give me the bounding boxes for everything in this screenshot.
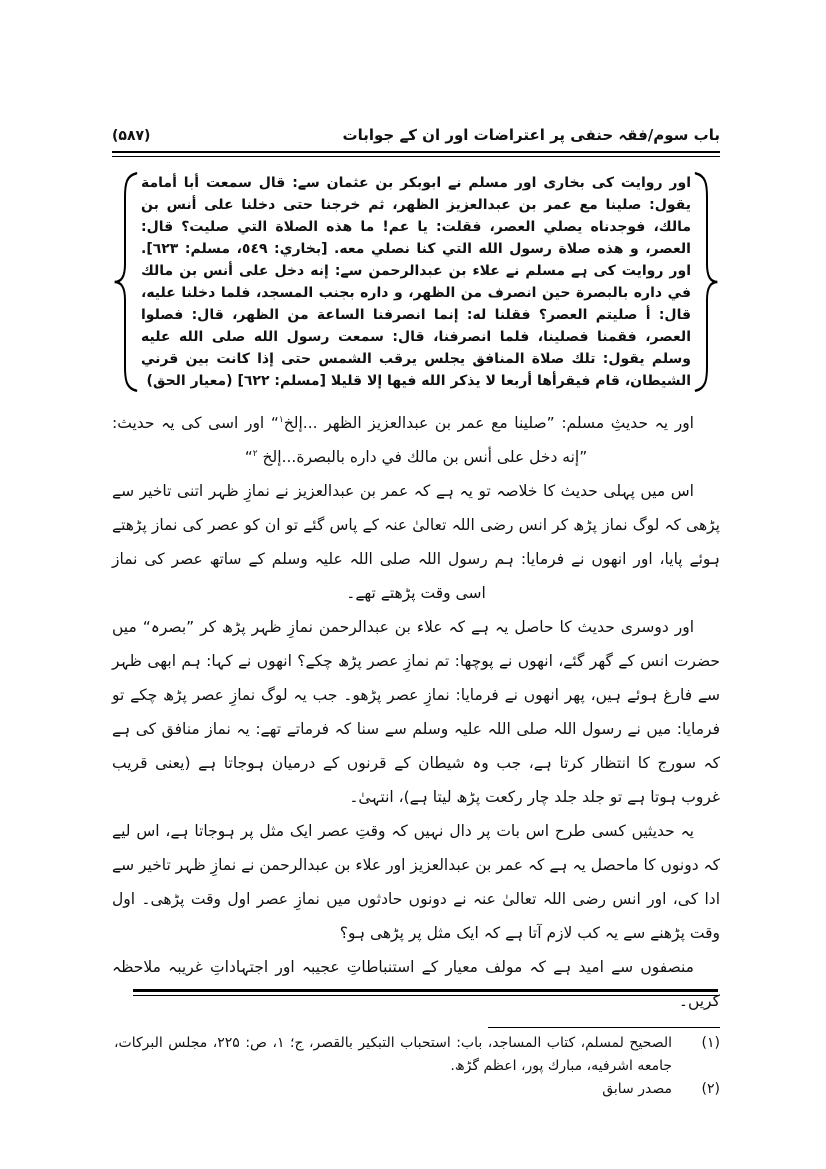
closing-quote: “ [244, 448, 253, 466]
footnote-item-2 [112, 1078, 720, 1101]
footnote-number: (۱) [701, 1035, 720, 1051]
page-header [112, 126, 720, 144]
header-divider [112, 151, 720, 157]
footnote-text: الصحيح لمسلم، كتاب المساجد، باب: استحباب التبكير بالقصر، ج؛ ۱، ص: ۲۲۵، مجلس البركات، جامعه اشرفيه، مبارك پور، اعظم گڑھ. [114, 1035, 673, 1074]
page-content [112, 126, 720, 1101]
paragraph-conclusion: یہ حدیثیں کسی طرح اس بات پر دال نہیں کہ وقتِ عصر ایک مثل پر ہوجاتا ہے، اس لیے کہ دونوں کا ماحصل یہ ہے کہ عمر بن عبدالعزیز اور علاء بن عبدالرحمن نے نمازِ ظہر تاخیر سے ادا کی، اور انس رضی اللہ تعالیٰ عنہ نے دونوں حادثوں میں نمازِ عصر اول وقت پڑھی۔ اول وقت پڑھنے سے یہ کب لازم آتا ہے کہ ایک مثل پر پڑھی ہو؟ [112, 822, 720, 942]
footnotes [112, 1032, 720, 1101]
paragraph-hadith-refs [112, 406, 720, 474]
hadith-quote-text: اور روایت کی بخاری اور مسلم نے ابوبکر بن عثمان سے: قال سمعت أبا أمامة يقول: صلينا مع عمر بن عبدالعزيز الظهر، ثم خرجنا حتى دخلنا على أنس بن مالك، فوجدناه يصلي العصر، فقلت: يا عم! ما هذه الصلاة التي صليت؟ قال: العصر، و هذه صلاة رسول الله التي كنا نصلي معه. [بخاري: ٥٤٩، مسلم: ٦٢٣]. اور روایت کی ہے مسلم نے علاء بن عبدالرحمن سے: إنه دخل على أنس بن مالك في داره بالبصرة حين انصرف من الظهر، و داره بجنب المسجد، فلما دخلنا عليه، قال: أ صليتم العصر؟ فقلنا له: إنما انصرفنا الساعة من الظهر، قال: فصلوا العصر، فقمنا فصلينا، فلما انصرفنا، قال: سمعت رسول الله صلى الله عليه وسلم يقول: تلك صلاة المنافق يجلس يرقب الشمس حتى إذا كانت بين قرني الشيطان، قام فيقرأها أربعا لا يذكر الله فيها إلا قليلا [مسلم: ٦٢٢] (معيار الحق) [141, 175, 691, 389]
paragraph-closing-remark: منصفوں سے امید ہے کہ مولف معیار کے استنباطاتِ عجیبہ اور اجتہاداتِ غریبہ ملاحظہ کریں۔ [112, 958, 720, 1010]
left-brace-icon [112, 170, 138, 394]
footnote-text: مصدر سابق [602, 1081, 672, 1097]
right-brace-icon [694, 170, 720, 394]
footnote-marker-2: ۲ [252, 448, 258, 459]
hadith-ref-2: “ اور اسی کی یہ حدیث: ”إنه دخل على أنس بن مالك في داره بالبصرة...إلخ [112, 414, 588, 466]
paragraph-second-hadith-summary: اور دوسری حدیث کا حاصل یہ ہے کہ علاء بن عبدالرحمن نمازِ ظہر پڑھ کر ”بصرہ“ میں حضرت انس کے گھر گئے، انھوں نے پوچھا: تم نمازِ عصر پڑھ چکے؟ انھوں نے کہا: ہم ابھی ظہر سے فارغ ہوئے ہیں، پھر انھوں نے فرمایا: نمازِ عصر پڑھو۔ جب یہ لوگ نمازِ عصر پڑھ چکے تو فرمایا: میں نے رسول اللہ صلی اللہ علیہ وسلم سے سنا کہ فرماتے تھے: یہ نماز منافق کی ہے کہ سورج کا انتظار کرتا ہے، جب وہ شیطان کے قرنوں کے درمیان ہوجاتا ہے (یعنی قریب غروب ہوتا ہے تو جلد جلد چار رکعت پڑھ لیتا ہے)، انتہیٰ۔ [112, 618, 720, 806]
page-number: (۵۸۷) [112, 128, 151, 144]
hadith-ref-1: اور یہ حدیثِ مسلم: ”صلينا مع عمر بن عبدالعزيز الظهر ...إلخ [283, 414, 694, 432]
footnote-marker-1: ۱ [278, 414, 284, 425]
footnote-item-1 [112, 1032, 720, 1078]
body-text [112, 406, 720, 1018]
bottom-divider [133, 989, 718, 996]
hadith-quote-block [112, 170, 720, 394]
chapter-title: باب سوم/فقہ حنفی پر اعتراضات اور ان کے جوابات [342, 126, 720, 144]
footnote-number: (۲) [701, 1081, 720, 1097]
footnote-divider [488, 1027, 720, 1028]
paragraph-first-hadith-summary: اس میں پہلی حدیث کا خلاصہ تو یہ ہے کہ عمر بن عبدالعزیز نے نمازِ ظہر اتنی تاخیر سے پڑھی کہ لوگ نماز پڑھ کر انس رضی اللہ تعالیٰ عنہ کے پاس گئے تو ان کو عصر کی نماز پڑھتے ہوئے پایا، اور انھوں نے فرمایا: ہم رسول اللہ صلی اللہ علیہ وسلم کے ساتھ عصر کی نماز اسی وقت پڑھتے تھے۔ [112, 482, 720, 602]
